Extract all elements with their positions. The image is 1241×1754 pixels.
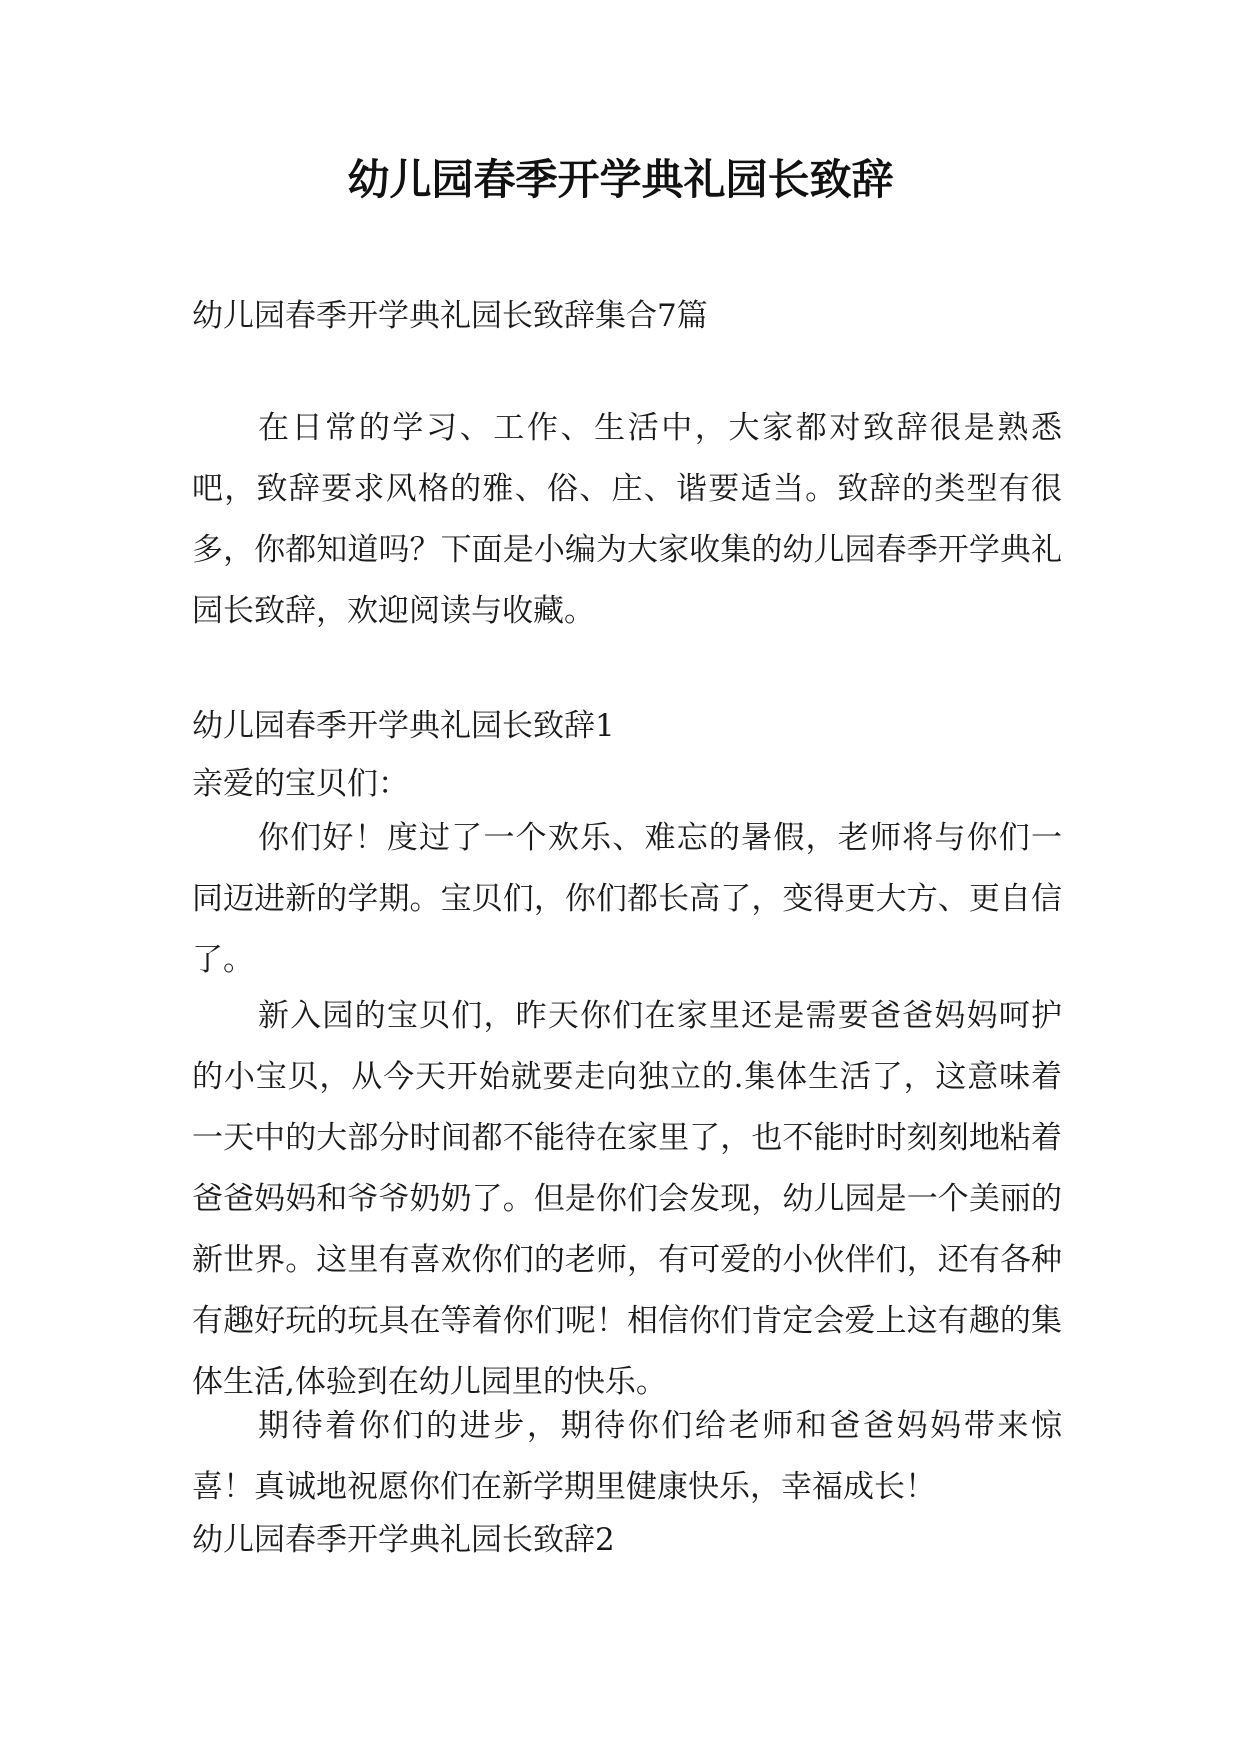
intro-paragraph: 在日常的学习、工作、生活中，大家都对致辞很是熟悉吧，致辞要求风格的雅、俗、庄、谐要适当。致辞的类型有很多，你都知道吗？下面是小编为大家收集的幼儿园春季开学典礼园长致辞，欢迎阅读与收藏。 <box>192 410 1062 629</box>
section-heading-2: 幼儿园春季开学典礼园长致辞2 <box>192 1522 615 1558</box>
section1-paragraph-3: 期待着你们的进步，期待你们给老师和爸爸妈妈带来惊喜！真诚地祝愿你们在新学期里健康快乐，幸福成长！ <box>192 1408 1062 1505</box>
document-title: 幼儿园春季开学典礼园长致辞 <box>347 155 894 204</box>
section1-paragraph-2: 新入园的宝贝们，昨天你们在家里还是需要爸爸妈妈呵护的小宝贝，从今天开始就要走向独立的.集体生活了，这意味着一天中的大部分时间都不能待在家里了，也不能时时刻刻地粘着爸爸妈妈和爷爷奶奶了。但是你们会发现，幼儿园是一个美丽的新世界。这里有喜欢你们的老师，有可爱的小伙伴们，还有各种有趣好玩的玩具在等着你们呢！相信你们肯定会爱上这有趣的集体生活,体验到在幼儿园里的快乐。 <box>192 998 1062 1400</box>
section1-paragraph-1: 你们好！度过了一个欢乐、难忘的暑假，老师将与你们一同迈进新的学期。宝贝们，你们都长高了，变得更大方、更自信了。 <box>192 820 1062 978</box>
salutation: 亲爱的宝贝们： <box>192 766 409 802</box>
document-subtitle: 幼儿园春季开学典礼园长致辞集合7篇 <box>192 298 708 334</box>
section-heading-1: 幼儿园春季开学典礼园长致辞1 <box>192 708 615 744</box>
